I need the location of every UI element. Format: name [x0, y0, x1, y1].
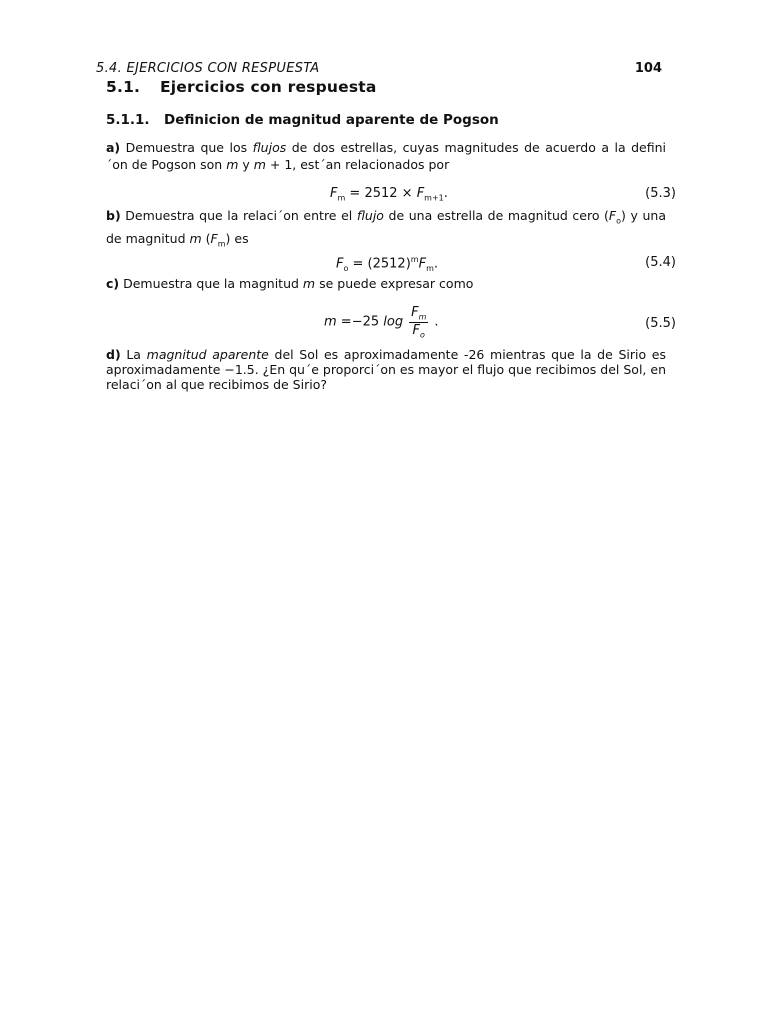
math-var: m: [253, 157, 266, 172]
text-run: ) y una de magnitud: [106, 208, 666, 246]
math-var: F: [330, 186, 338, 201]
math-op: = 2512 ×: [345, 186, 417, 201]
equation-5-4: [106, 255, 676, 275]
equation-5-3: [106, 186, 676, 206]
running-header: 5.4. EJERCICIOS CON RESPUESTA: [96, 61, 320, 76]
exercise-b: [106, 207, 666, 252]
emphasis: flujos: [252, 140, 287, 155]
math-var: F: [210, 230, 218, 246]
math-sub: o: [343, 263, 349, 273]
equation-number: (5.5): [645, 316, 676, 331]
subsection-heading: Definicion de magnitud aparente de Pogson: [164, 112, 499, 128]
equation-number: (5.3): [645, 186, 676, 201]
emphasis: flujo: [356, 208, 384, 223]
math-end: .: [433, 256, 438, 272]
exercise-c: [106, 275, 666, 292]
section-title: [106, 78, 377, 96]
equation-body: [336, 255, 438, 273]
section-number: 5.1.: [106, 78, 141, 96]
fraction-numerator: [409, 305, 428, 323]
math-var: F: [411, 305, 419, 320]
equation-body: [324, 305, 439, 339]
math-var: m: [189, 230, 202, 246]
math-end: .: [434, 314, 439, 330]
fraction-denominator: [409, 323, 428, 340]
text-run: se puede expresar como: [315, 276, 474, 291]
math-op: = (2512): [348, 256, 411, 272]
section-heading: Ejercicios con respuesta: [160, 78, 377, 96]
emphasis: magnitud aparente: [146, 347, 269, 362]
exercise-label: d): [106, 347, 121, 362]
math-var: F: [412, 322, 421, 338]
exercise-a: [106, 139, 666, 173]
math-func: log: [383, 314, 404, 330]
equation-5-5: [106, 305, 676, 345]
math-sup: m: [410, 255, 419, 264]
math-sub: m: [337, 193, 346, 203]
math-op: =−25: [336, 314, 384, 330]
exercise-d: [106, 347, 666, 392]
math-sub: o: [420, 330, 425, 340]
equation-number: (5.4): [645, 255, 676, 270]
exercise-label: c): [106, 276, 120, 291]
math-sub: m: [418, 312, 427, 322]
math-sub: m: [217, 239, 226, 248]
math-sub: m+1: [424, 193, 444, 203]
text-run: de dos estrellas, cuyas magnitudes de acuerdo a la defini´on de Pogson son: [106, 140, 666, 172]
text-run: + 1, est´an relacionados por: [265, 157, 450, 172]
math-sub: o: [616, 216, 622, 226]
math-var: F: [336, 256, 344, 272]
math-end: .: [443, 186, 448, 201]
math-var: F: [416, 186, 425, 201]
exercise-label: b): [106, 208, 121, 223]
text-run: ) es: [225, 230, 249, 246]
math-var: F: [418, 256, 427, 272]
math-sub: m: [426, 263, 434, 273]
page-number: 104: [634, 61, 662, 76]
equation-body: [330, 186, 448, 203]
text-run: Demuestra que los: [120, 140, 253, 155]
math-var: m: [226, 157, 239, 172]
math-var: m: [302, 276, 316, 291]
text-run: Demuestra que la magnitud: [119, 276, 303, 291]
subsection-title: [106, 112, 499, 128]
math-var: F: [608, 208, 617, 223]
text-run: del Sol es aproximadamente -26 mientras que la de Sirio es aproximadamente −1.5. ¿En qu´e proporci´on es mayor el flujo que recibimos del Sol, en relaci´on al que recibimos de Sirio?: [106, 347, 667, 392]
text-run: y: [238, 157, 254, 172]
subsection-number: 5.1.1.: [106, 112, 150, 128]
text-run: La: [120, 347, 147, 362]
exercise-label: a): [106, 140, 121, 155]
fraction: [409, 305, 428, 339]
text-run: (: [201, 230, 211, 246]
text-run: Demuestra que la relaci´on entre el: [120, 208, 357, 223]
math-var: m: [324, 314, 337, 330]
text-run: de una estrella de magnitud cero (: [383, 208, 609, 223]
